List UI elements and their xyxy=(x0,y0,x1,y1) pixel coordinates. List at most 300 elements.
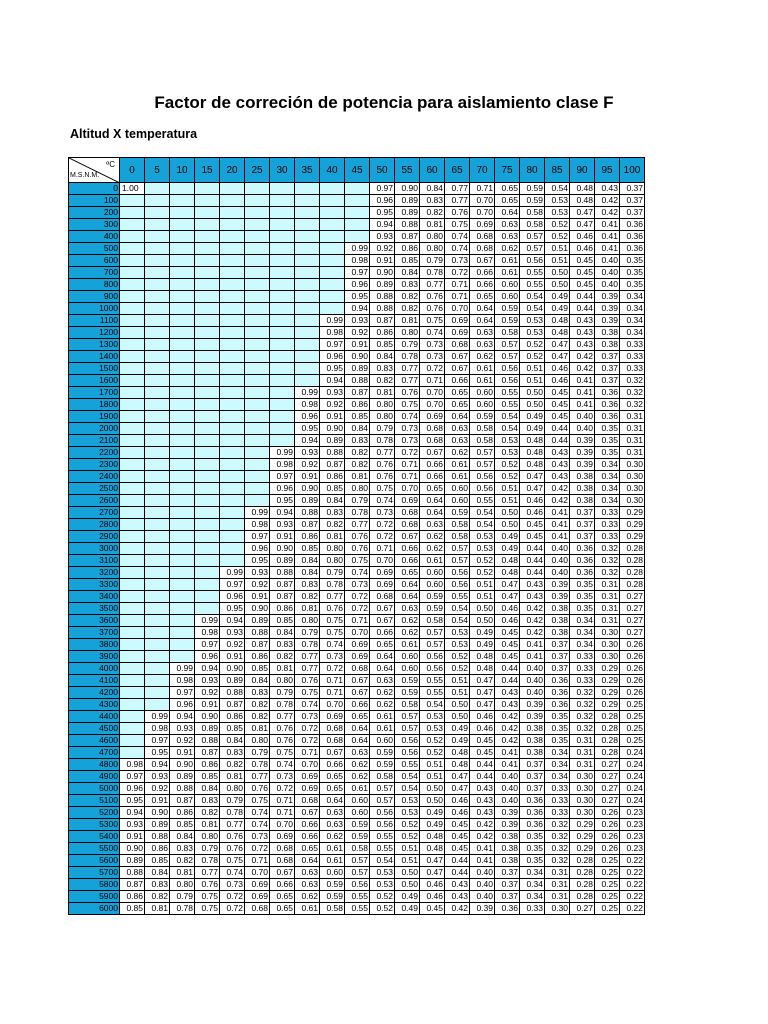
table-row xyxy=(69,507,645,519)
empty-cell xyxy=(120,363,145,375)
factor-cell: 0.55 xyxy=(495,399,520,411)
factor-cell: 0.45 xyxy=(570,255,595,267)
factor-cell: 0.58 xyxy=(520,207,545,219)
factor-cell: 0.65 xyxy=(420,483,445,495)
factor-cell: 0.89 xyxy=(345,363,370,375)
factor-cell: 0.22 xyxy=(620,903,645,915)
altitude-cell: 5700 xyxy=(69,867,120,879)
factor-cell: 0.96 xyxy=(220,591,245,603)
altitude-cell: 2100 xyxy=(69,435,120,447)
empty-cell xyxy=(120,675,145,687)
factor-cell: 0.25 xyxy=(620,723,645,735)
factor-cell: 0.43 xyxy=(570,339,595,351)
empty-cell xyxy=(345,207,370,219)
empty-cell xyxy=(245,483,270,495)
altitude-cell: 4600 xyxy=(69,735,120,747)
empty-cell xyxy=(170,627,195,639)
empty-cell xyxy=(145,231,170,243)
empty-cell xyxy=(245,339,270,351)
factor-cell: 0.71 xyxy=(395,459,420,471)
factor-cell: 0.73 xyxy=(320,651,345,663)
factor-cell: 0.27 xyxy=(570,903,595,915)
factor-cell: 0.42 xyxy=(570,363,595,375)
factor-cell: 0.75 xyxy=(195,903,220,915)
factor-cell: 0.49 xyxy=(445,735,470,747)
factor-cell: 0.35 xyxy=(570,603,595,615)
factor-cell: 0.34 xyxy=(570,639,595,651)
factor-cell: 0.39 xyxy=(545,579,570,591)
empty-cell xyxy=(145,195,170,207)
factor-cell: 0.45 xyxy=(545,411,570,423)
altitude-cell: 4000 xyxy=(69,663,120,675)
empty-cell xyxy=(170,375,195,387)
empty-cell xyxy=(145,219,170,231)
factor-cell: 0.38 xyxy=(520,735,545,747)
factor-cell: 0.83 xyxy=(245,687,270,699)
factor-cell: 0.30 xyxy=(545,903,570,915)
factor-cell: 0.74 xyxy=(245,807,270,819)
factor-cell: 0.78 xyxy=(395,351,420,363)
factor-cell: 0.47 xyxy=(470,687,495,699)
factor-cell: 0.43 xyxy=(545,471,570,483)
empty-cell xyxy=(220,423,245,435)
factor-cell: 0.49 xyxy=(420,807,445,819)
factor-cell: 0.88 xyxy=(120,867,145,879)
factor-cell: 0.37 xyxy=(520,759,545,771)
factor-cell: 0.43 xyxy=(545,447,570,459)
factor-cell: 0.68 xyxy=(395,519,420,531)
factor-cell: 0.56 xyxy=(495,375,520,387)
empty-cell xyxy=(170,423,195,435)
empty-cell xyxy=(320,267,345,279)
factor-cell: 0.50 xyxy=(420,783,445,795)
factor-cell: 0.58 xyxy=(345,843,370,855)
empty-cell xyxy=(220,267,245,279)
empty-cell xyxy=(195,531,220,543)
factor-cell: 0.93 xyxy=(320,387,345,399)
factor-cell: 0.51 xyxy=(420,771,445,783)
factor-cell: 0.54 xyxy=(395,783,420,795)
factor-cell: 0.47 xyxy=(445,771,470,783)
table-row xyxy=(69,327,645,339)
factor-cell: 0.35 xyxy=(595,423,620,435)
factor-cell: 0.89 xyxy=(245,615,270,627)
factor-cell: 0.81 xyxy=(220,771,245,783)
empty-cell xyxy=(245,447,270,459)
table-row xyxy=(69,567,645,579)
table-row xyxy=(69,339,645,351)
factor-cell: 0.64 xyxy=(345,723,370,735)
factor-cell: 0.77 xyxy=(220,819,245,831)
factor-cell: 0.31 xyxy=(620,411,645,423)
factor-cell: 0.43 xyxy=(470,795,495,807)
factor-cell: 0.87 xyxy=(370,315,395,327)
factor-cell: 0.48 xyxy=(545,315,570,327)
factor-cell: 0.83 xyxy=(345,435,370,447)
empty-cell xyxy=(245,255,270,267)
factor-cell: 0.41 xyxy=(595,231,620,243)
factor-cell: 0.72 xyxy=(220,891,245,903)
factor-cell: 0.41 xyxy=(520,651,545,663)
table-body xyxy=(69,183,645,915)
factor-cell: 0.35 xyxy=(545,735,570,747)
factor-cell: 0.93 xyxy=(345,315,370,327)
factor-cell: 0.46 xyxy=(570,231,595,243)
factor-cell: 0.85 xyxy=(220,723,245,735)
factor-cell: 0.92 xyxy=(195,687,220,699)
temperature-column-header: 50 xyxy=(370,158,395,183)
factor-cell: 0.71 xyxy=(370,543,395,555)
factor-cell: 0.27 xyxy=(595,783,620,795)
factor-cell: 0.73 xyxy=(245,831,270,843)
empty-cell xyxy=(195,339,220,351)
factor-cell: 0.83 xyxy=(295,579,320,591)
factor-cell: 0.76 xyxy=(270,735,295,747)
factor-cell: 0.63 xyxy=(295,867,320,879)
factor-cell: 0.77 xyxy=(370,447,395,459)
factor-cell: 0.44 xyxy=(520,567,545,579)
empty-cell xyxy=(345,183,370,195)
factor-cell: 0.51 xyxy=(445,687,470,699)
factor-cell: 0.94 xyxy=(195,663,220,675)
factor-cell: 0.40 xyxy=(545,567,570,579)
factor-cell: 0.89 xyxy=(170,771,195,783)
factor-cell: 0.98 xyxy=(170,675,195,687)
factor-cell: 0.37 xyxy=(545,663,570,675)
altitude-cell: 4800 xyxy=(69,759,120,771)
factor-cell: 0.70 xyxy=(470,195,495,207)
factor-cell: 0.37 xyxy=(595,351,620,363)
factor-cell: 0.46 xyxy=(420,879,445,891)
factor-cell: 0.24 xyxy=(620,759,645,771)
factor-cell: 0.40 xyxy=(520,663,545,675)
factor-cell: 0.36 xyxy=(595,399,620,411)
factor-cell: 0.76 xyxy=(345,543,370,555)
factor-cell: 0.44 xyxy=(520,555,545,567)
factor-cell: 0.70 xyxy=(270,819,295,831)
factor-cell: 0.65 xyxy=(345,711,370,723)
factor-cell: 0.35 xyxy=(570,579,595,591)
factor-cell: 0.53 xyxy=(470,531,495,543)
factor-cell: 0.60 xyxy=(370,735,395,747)
factor-cell: 0.50 xyxy=(495,507,520,519)
factor-cell: 0.32 xyxy=(570,711,595,723)
factor-cell: 0.51 xyxy=(420,759,445,771)
factor-cell: 0.29 xyxy=(595,699,620,711)
factor-cell: 0.88 xyxy=(395,219,420,231)
factor-cell: 0.30 xyxy=(595,627,620,639)
factor-cell: 0.41 xyxy=(470,843,495,855)
factor-cell: 0.80 xyxy=(395,327,420,339)
factor-cell: 0.64 xyxy=(395,579,420,591)
factor-cell: 0.39 xyxy=(595,291,620,303)
factor-cell: 0.65 xyxy=(320,771,345,783)
factor-cell: 0.66 xyxy=(270,879,295,891)
temperature-column-header: 10 xyxy=(170,158,195,183)
empty-cell xyxy=(145,603,170,615)
factor-cell: 0.71 xyxy=(345,615,370,627)
empty-cell xyxy=(270,195,295,207)
factor-cell: 0.51 xyxy=(470,579,495,591)
factor-cell: 0.92 xyxy=(345,327,370,339)
factor-cell: 0.46 xyxy=(470,711,495,723)
temperature-column-header: 80 xyxy=(520,158,545,183)
factor-cell: 0.94 xyxy=(145,759,170,771)
factor-cell: 0.86 xyxy=(120,891,145,903)
altitude-cell: 1600 xyxy=(69,375,120,387)
factor-cell: 0.29 xyxy=(570,831,595,843)
factor-cell: 0.73 xyxy=(445,255,470,267)
factor-cell: 0.25 xyxy=(620,699,645,711)
factor-cell: 0.62 xyxy=(295,891,320,903)
factor-cell: 0.71 xyxy=(295,747,320,759)
factor-cell: 0.22 xyxy=(620,867,645,879)
empty-cell xyxy=(145,315,170,327)
empty-cell xyxy=(195,183,220,195)
factor-cell: 0.26 xyxy=(620,651,645,663)
factor-cell: 0.52 xyxy=(420,735,445,747)
factor-cell: 0.89 xyxy=(295,495,320,507)
factor-cell: 0.85 xyxy=(195,771,220,783)
empty-cell xyxy=(270,387,295,399)
factor-cell: 0.85 xyxy=(270,615,295,627)
altitude-cell: 4500 xyxy=(69,723,120,735)
factor-cell: 0.53 xyxy=(520,315,545,327)
factor-cell: 0.72 xyxy=(345,603,370,615)
factor-cell: 0.69 xyxy=(470,219,495,231)
factor-cell: 0.87 xyxy=(195,747,220,759)
factor-cell: 0.91 xyxy=(220,651,245,663)
factor-cell: 0.70 xyxy=(420,399,445,411)
empty-cell xyxy=(120,375,145,387)
factor-cell: 0.39 xyxy=(495,819,520,831)
factor-cell: 0.97 xyxy=(270,471,295,483)
factor-cell: 0.37 xyxy=(620,183,645,195)
altitude-cell: 1200 xyxy=(69,327,120,339)
factor-cell: 0.71 xyxy=(245,855,270,867)
factor-cell: 0.82 xyxy=(395,291,420,303)
empty-cell xyxy=(145,579,170,591)
factor-cell: 0.53 xyxy=(445,639,470,651)
factor-cell: 0.37 xyxy=(570,531,595,543)
factor-cell: 0.43 xyxy=(445,879,470,891)
factor-cell: 0.25 xyxy=(595,867,620,879)
factor-cell: 0.82 xyxy=(420,207,445,219)
factor-cell: 0.40 xyxy=(495,783,520,795)
factor-cell: 0.68 xyxy=(395,507,420,519)
factor-cell: 0.67 xyxy=(345,687,370,699)
empty-cell xyxy=(245,423,270,435)
factor-cell: 0.95 xyxy=(295,423,320,435)
factor-cell: 0.68 xyxy=(445,339,470,351)
empty-cell xyxy=(195,363,220,375)
factor-cell: 0.26 xyxy=(595,831,620,843)
empty-cell xyxy=(245,183,270,195)
altitude-cell: 4400 xyxy=(69,711,120,723)
table-row xyxy=(69,591,645,603)
factor-cell: 0.37 xyxy=(570,519,595,531)
factor-cell: 0.79 xyxy=(370,423,395,435)
factor-cell: 0.64 xyxy=(295,855,320,867)
empty-cell xyxy=(120,507,145,519)
factor-cell: 0.40 xyxy=(545,543,570,555)
empty-cell xyxy=(120,255,145,267)
factor-cell: 0.99 xyxy=(145,711,170,723)
factor-cell: 0.48 xyxy=(495,567,520,579)
empty-cell xyxy=(145,387,170,399)
empty-cell xyxy=(120,711,145,723)
empty-cell xyxy=(270,207,295,219)
table-row xyxy=(69,555,645,567)
empty-cell xyxy=(220,435,245,447)
factor-cell: 0.72 xyxy=(420,363,445,375)
factor-cell: 0.34 xyxy=(570,615,595,627)
empty-cell xyxy=(195,567,220,579)
factor-cell: 0.92 xyxy=(295,459,320,471)
factor-cell: 0.94 xyxy=(120,807,145,819)
factor-cell: 0.98 xyxy=(245,519,270,531)
factor-cell: 0.50 xyxy=(520,399,545,411)
factor-cell: 0.51 xyxy=(520,375,545,387)
altitude-cell: 3000 xyxy=(69,543,120,555)
empty-cell xyxy=(195,591,220,603)
factor-cell: 0.48 xyxy=(470,651,495,663)
empty-cell xyxy=(145,375,170,387)
temperature-column-header: 100 xyxy=(620,158,645,183)
factor-cell: 0.88 xyxy=(170,783,195,795)
table-row xyxy=(69,783,645,795)
empty-cell xyxy=(245,387,270,399)
factor-cell: 0.63 xyxy=(395,603,420,615)
empty-cell xyxy=(120,471,145,483)
factor-cell: 0.97 xyxy=(245,531,270,543)
factor-cell: 0.86 xyxy=(195,759,220,771)
empty-cell xyxy=(145,423,170,435)
factor-cell: 0.40 xyxy=(595,279,620,291)
correction-factor-table xyxy=(68,157,645,915)
factor-cell: 0.71 xyxy=(320,687,345,699)
factor-cell: 0.33 xyxy=(520,903,545,915)
factor-cell: 0.49 xyxy=(495,531,520,543)
temperature-column-header: 45 xyxy=(345,158,370,183)
factor-cell: 0.84 xyxy=(170,831,195,843)
factor-cell: 0.40 xyxy=(570,411,595,423)
factor-cell: 0.77 xyxy=(445,183,470,195)
table-row xyxy=(69,219,645,231)
altitude-cell: 300 xyxy=(69,219,120,231)
empty-cell xyxy=(145,339,170,351)
empty-cell xyxy=(345,231,370,243)
factor-cell: 0.28 xyxy=(570,891,595,903)
factor-cell: 0.31 xyxy=(545,891,570,903)
factor-cell: 0.85 xyxy=(370,339,395,351)
factor-cell: 0.70 xyxy=(320,699,345,711)
factor-cell: 0.99 xyxy=(345,243,370,255)
altitude-cell: 1500 xyxy=(69,363,120,375)
factor-cell: 0.67 xyxy=(445,351,470,363)
factor-cell: 0.84 xyxy=(295,555,320,567)
factor-cell: 0.70 xyxy=(295,759,320,771)
table-row xyxy=(69,471,645,483)
factor-cell: 0.49 xyxy=(395,903,420,915)
factor-cell: 0.83 xyxy=(195,795,220,807)
factor-cell: 0.64 xyxy=(445,411,470,423)
empty-cell xyxy=(320,183,345,195)
temperature-column-header: 20 xyxy=(220,158,245,183)
factor-cell: 0.61 xyxy=(420,555,445,567)
empty-cell xyxy=(220,363,245,375)
factor-cell: 0.99 xyxy=(170,663,195,675)
empty-cell xyxy=(120,303,145,315)
temperature-column-header: 25 xyxy=(245,158,270,183)
factor-cell: 0.78 xyxy=(270,699,295,711)
factor-cell: 0.38 xyxy=(570,483,595,495)
empty-cell xyxy=(120,387,145,399)
factor-cell: 0.30 xyxy=(595,639,620,651)
altitude-cell: 2700 xyxy=(69,507,120,519)
empty-cell xyxy=(245,231,270,243)
table-row xyxy=(69,315,645,327)
empty-cell xyxy=(145,663,170,675)
altitude-cell: 3700 xyxy=(69,627,120,639)
empty-cell xyxy=(145,435,170,447)
factor-cell: 0.63 xyxy=(445,423,470,435)
factor-cell: 0.58 xyxy=(445,531,470,543)
empty-cell xyxy=(295,351,320,363)
empty-cell xyxy=(270,219,295,231)
factor-cell: 0.63 xyxy=(495,231,520,243)
factor-cell: 0.90 xyxy=(220,663,245,675)
factor-cell: 0.87 xyxy=(245,639,270,651)
factor-cell: 0.56 xyxy=(470,471,495,483)
empty-cell xyxy=(120,279,145,291)
factor-cell: 0.87 xyxy=(220,699,245,711)
factor-cell: 0.69 xyxy=(245,891,270,903)
factor-cell: 0.34 xyxy=(595,471,620,483)
factor-cell: 0.56 xyxy=(370,807,395,819)
factor-cell: 0.28 xyxy=(620,555,645,567)
factor-cell: 0.90 xyxy=(145,807,170,819)
factor-cell: 0.47 xyxy=(470,699,495,711)
factor-cell: 0.72 xyxy=(445,267,470,279)
factor-cell: 0.23 xyxy=(620,819,645,831)
empty-cell xyxy=(120,231,145,243)
factor-cell: 0.32 xyxy=(570,699,595,711)
empty-cell xyxy=(195,243,220,255)
factor-cell: 0.50 xyxy=(545,267,570,279)
factor-cell: 0.48 xyxy=(420,843,445,855)
factor-cell: 0.50 xyxy=(420,795,445,807)
factor-cell: 0.23 xyxy=(620,843,645,855)
factor-cell: 0.96 xyxy=(195,651,220,663)
factor-cell: 0.45 xyxy=(570,267,595,279)
temperature-column-header: 65 xyxy=(445,158,470,183)
factor-cell: 0.41 xyxy=(520,639,545,651)
factor-cell: 0.87 xyxy=(345,387,370,399)
table-row xyxy=(69,891,645,903)
factor-cell: 0.37 xyxy=(620,207,645,219)
empty-cell xyxy=(195,231,220,243)
factor-cell: 0.24 xyxy=(620,747,645,759)
factor-cell: 0.92 xyxy=(245,579,270,591)
factor-cell: 0.53 xyxy=(420,711,445,723)
empty-cell xyxy=(120,627,145,639)
factor-cell: 0.73 xyxy=(420,339,445,351)
factor-cell: 0.45 xyxy=(545,399,570,411)
empty-cell xyxy=(320,291,345,303)
factor-cell: 0.45 xyxy=(520,531,545,543)
factor-cell: 0.57 xyxy=(395,711,420,723)
